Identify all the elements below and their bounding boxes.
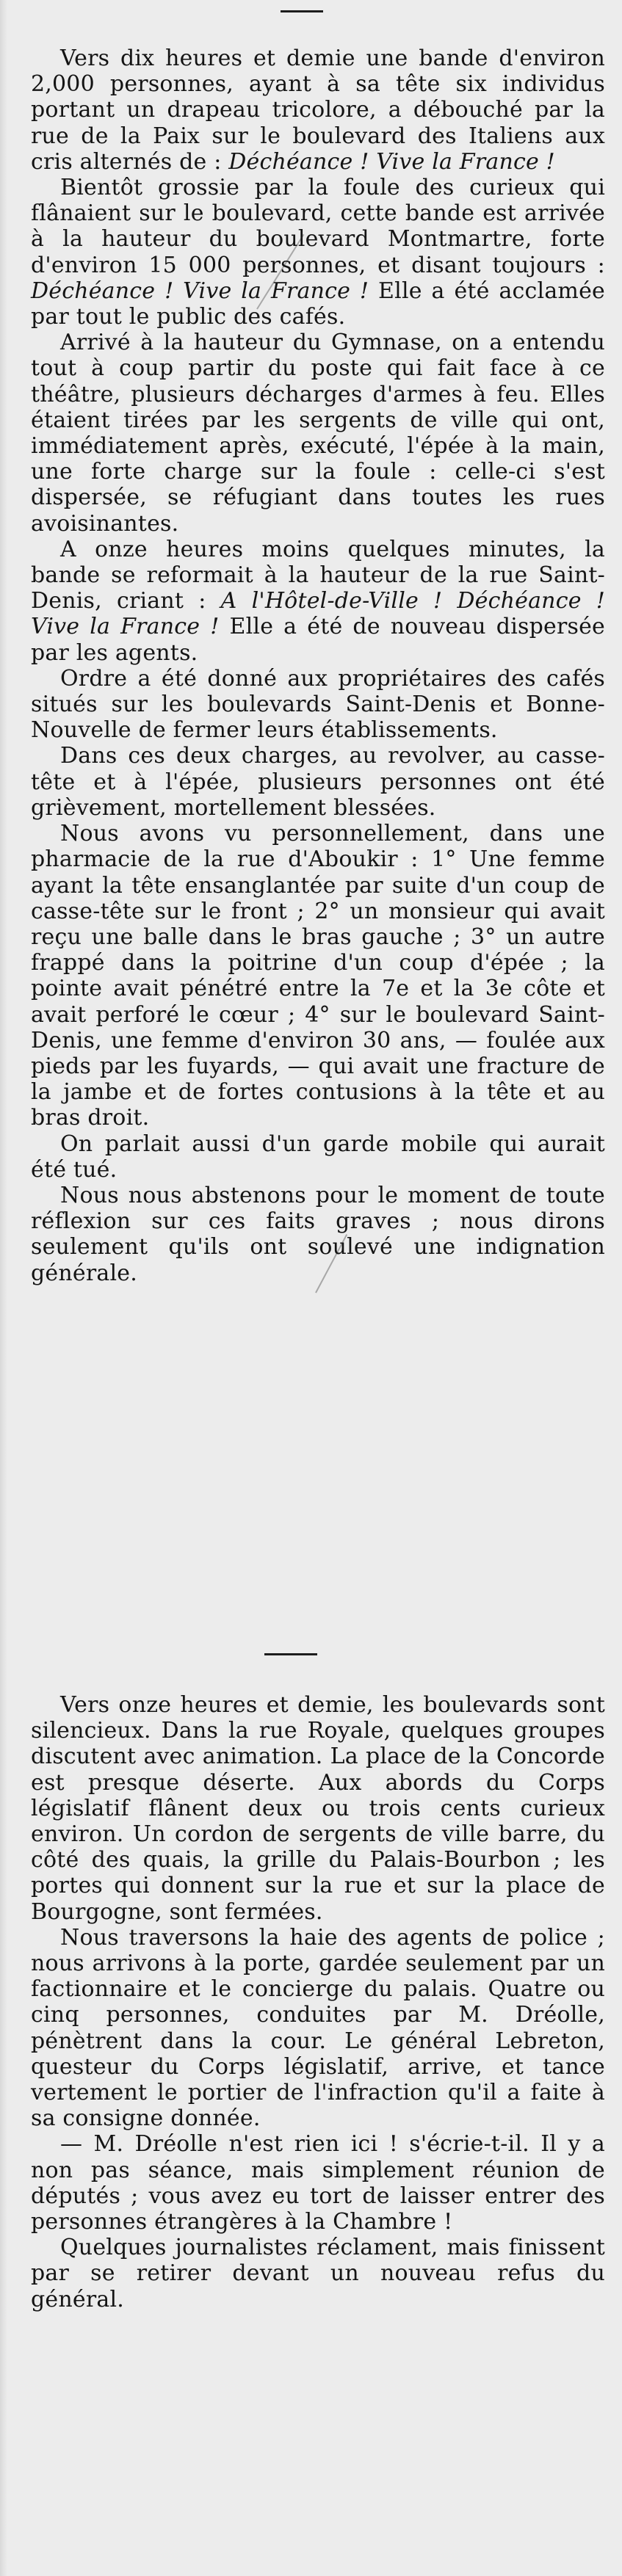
paragraph	[31, 666, 605, 744]
text-run: Quelques journalistes réclament, mais finissent par se retirer devant un nouveau refus du général.	[31, 2235, 605, 2312]
paragraph	[31, 1131, 605, 1183]
paragraph	[31, 743, 605, 821]
paragraph	[31, 175, 605, 330]
paragraph	[31, 821, 605, 1131]
paragraph	[31, 330, 605, 537]
paragraph	[31, 1925, 605, 2132]
italic-quote: Déchéance ! Vive la France !	[228, 148, 555, 175]
text-run: Bientôt grossie par la foule des curieux qui flânaient sur le boulevard, cette bande est arrivée à la hauteur du boulevard Montmartre, forte d'environ 15 000 personnes, et disant toujours :	[31, 175, 605, 278]
text-run: Elle a été acclamée par tout le public des cafés.	[31, 277, 605, 330]
italic-quote: A l'Hôtel-de-Ville ! Déchéance ! Vive la France !	[31, 588, 605, 640]
text-run: Vers onze heures et demie, les boulevards sont silencieux. Dans la rue Royale, quelques groupes discutent avec animation. La place de la Concorde est presque déserte. Aux abords du Corps législatif flânent deux ou trois cents curieux environ. Un cordon de sergents de ville barre, du côté des quais, la grille du Palais-Bourbon ; les portes qui donnent sur la rue et sur la place de Bourgogne, sont fermées.	[31, 1692, 605, 1925]
text-run: Nous nous abstenons pour le moment de toute réflexion sur ces faits graves ; nous dirons seulement qu'ils ont soulevé une indignation générale.	[31, 1182, 605, 1286]
text-run: Nous avons vu personnellement, dans une pharmacie de la rue d'Aboukir : 1° Une femme ayant la tête ensanglantée par suite d'un coup de casse-tête sur le front ; 2° un monsieur qui avait reçu une balle dans le bras gauche ; 3° un autre frappé dans la poitrine d'un coup d'épée ; la pointe avait pénétré entre la 7e et la 3e côte et avait perforé le cœur ; 4° sur le boulevard Saint-Denis, une femme d'environ 30 ans, — foulée aux pieds par les fuyards, — qui avait une fracture de la jambe et de fortes contusions à la tête et au bras droit.	[31, 821, 605, 1131]
paragraph	[31, 1183, 605, 1286]
paragraph	[31, 46, 605, 175]
top-separator-rule	[281, 10, 323, 12]
paper-edge	[0, 0, 7, 2576]
text-run: Elle a été de nouveau dispersée par les agents.	[31, 614, 605, 666]
section-separator-rule	[264, 1653, 317, 1655]
paragraph	[31, 1692, 605, 1925]
text-run: Dans ces deux charges, au revolver, au casse-tête et à l'épée, plusieurs personnes ont été grièvement, mortellement blessées.	[31, 743, 605, 821]
italic-quote: Déchéance ! Vive la France !	[31, 277, 369, 304]
text-run: Ordre a été donné aux propriétaires des cafés situés sur les boulevards Saint-Denis et Bonne-Nouvelle de fermer leurs établissements.	[31, 665, 605, 744]
paragraph	[31, 537, 605, 666]
article-section-1	[31, 46, 605, 1286]
text-run: Nous traversons la haie des agents de police ; nous arrivons à la porte, gardée seulement par un factionnaire et le concierge du palais. Quatre ou cinq personnes, conduites par M. Dréolle, pénètrent dans la cour. Le général Lebreton, questeur du Corps législatif, arrive, et tance vertement le portier de l'infraction qu'il a faite à sa consigne donnée.	[31, 1924, 605, 2132]
text-run: A onze heures moins quelques minutes, la bande se reformait à la hauteur de la rue Saint-Denis, criant :	[31, 536, 605, 614]
text-run: On parlait aussi d'un garde mobile qui aurait été tué.	[31, 1131, 605, 1183]
paragraph	[31, 2235, 605, 2312]
text-run: Arrivé à la hauteur du Gymnase, on a entendu tout à coup partir du poste qui fait face à ce théâtre, plusieurs décharges d'armes à feu. Elles étaient tirées par les sergents de ville qui ont, immédiatement après, exécuté, l'épée à la main, une forte charge sur la foule : celle-ci s'est dispersée, se réfugiant dans toutes les rues avoisinantes.	[31, 330, 605, 537]
article-section-2	[31, 1692, 605, 2312]
paragraph	[31, 2131, 605, 2235]
text-run: — M. Dréolle n'est rien ici ! s'écrie-t-il. Il y a non pas séance, mais simplement réunion de députés ; vous avez eu tort de laisser entrer des personnes étrangères à la Chambre !	[31, 2131, 605, 2235]
text-run: Vers dix heures et demie une bande d'environ 2,000 personnes, ayant à sa tête six individus portant un drapeau tricolore, a débouché par la rue de la Paix sur le boulevard des Italiens aux cris alternés de :	[31, 46, 605, 175]
